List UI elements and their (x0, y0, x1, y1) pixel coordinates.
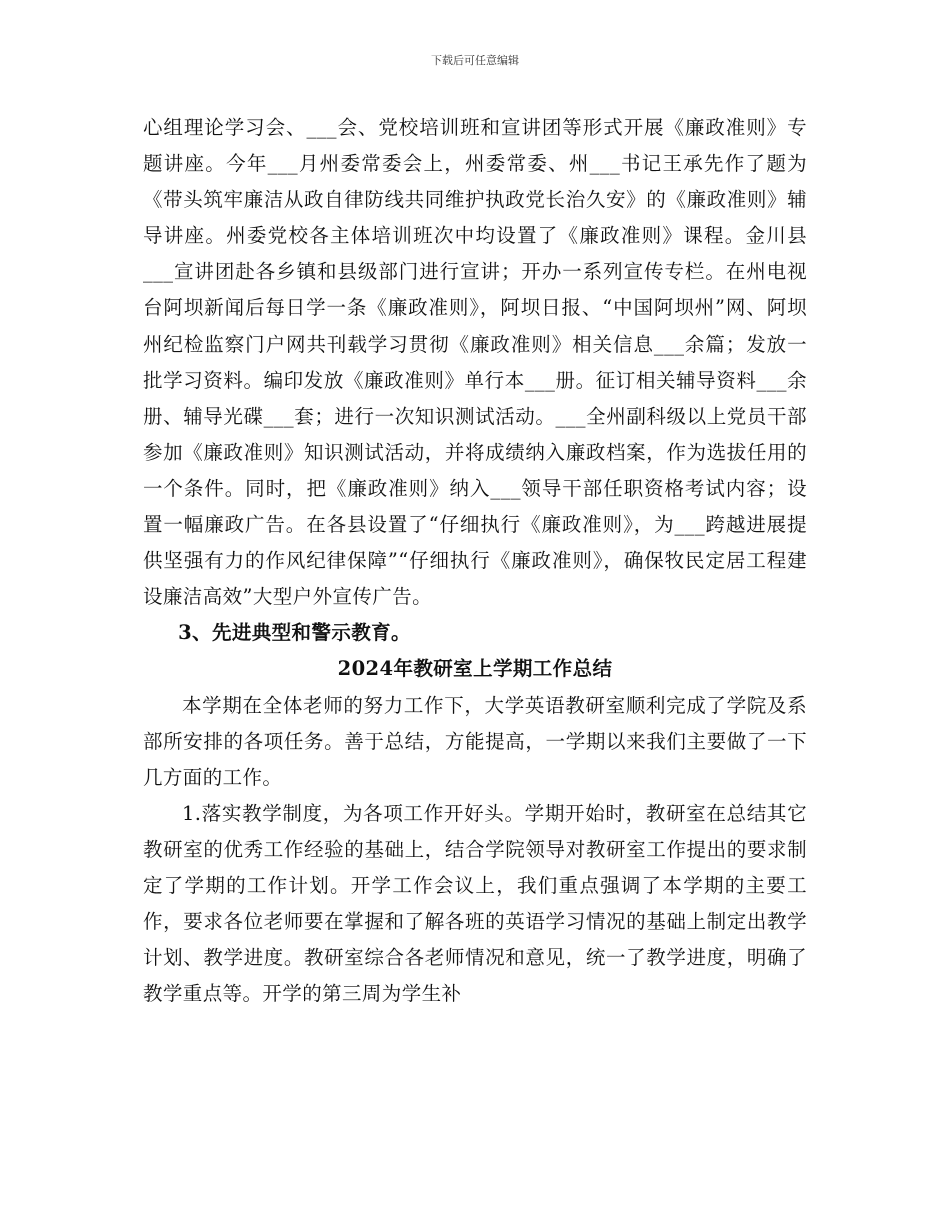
item-paragraph: 1.落实教学制度，为各项工作开好头。学期开始时，教研室在总结其它教研室的优秀工作经验的基础上，结合学院领导对教研室工作提出的要求制定了学期的工作计划。开学工作会议上，我们重点强调了本学期的主要工作，要求各位老师要在掌握和了解各班的英语学习情况的基础上制定出教学计划、教学进度。教研室综合各老师情况和意见，统一了教学进度，明确了教学重点等。开学的第三周为学生补 (143, 801, 807, 1006)
document-title: 2024年教研室上学期工作总结 (337, 657, 613, 681)
section-heading: 3、先进典型和警示教育。 (178, 621, 411, 645)
body-paragraph: 心组理论学习会、___会、党校培训班和宣讲团等形式开展《廉政准则》专题讲座。今年___月州委常委会上，州委常委、州___书记王承先作了题为《带头筑牢廉洁从政自律防线共同维护执政党长治久安》的《廉政准则》辅导讲座。州委党校各主体培训班次中均设置了《廉政准则》课程。金川县___宣讲团赴各乡镇和县级部门进行宣讲；开办一系列宣传专栏。在州电视台阿坝新闻后每日学一条《廉政准则》，阿坝日报、“中国阿坝州”网、阿坝州纪检监察门户网共刊载学习贯彻《廉政准则》相关信息___余篇；发放一批学习资料。编印发放《廉政准则》单行本___册。征订相关辅导资料___余册、辅导光碟___套；进行一次知识测试活动。___全州副科级以上党员干部参加《廉政准则》知识测试活动，并将成绩纳入廉政档案，作为选拔任用的一个条件。同时，把《廉政准则》纳入___领导干部任职资格考试内容；设置一幅廉政广告。在各县设置了“仔细执行《廉政准则》，为___跨越进展提供坚强有力的作风纪律保障”“仔细执行《廉政准则》，确保牧民定居工程建设廉洁高效”大型户外宣传广告。 (143, 116, 807, 609)
intro-paragraph: 本学期在全体老师的努力工作下，大学英语教研室顺利完成了学院及系部所安排的各项任务。善于总结，方能提高，一学期以来我们主要做了一下几方面的工作。 (143, 693, 807, 789)
page-header: 下载后可任意编辑 (431, 54, 519, 67)
document-body (143, 110, 807, 1012)
